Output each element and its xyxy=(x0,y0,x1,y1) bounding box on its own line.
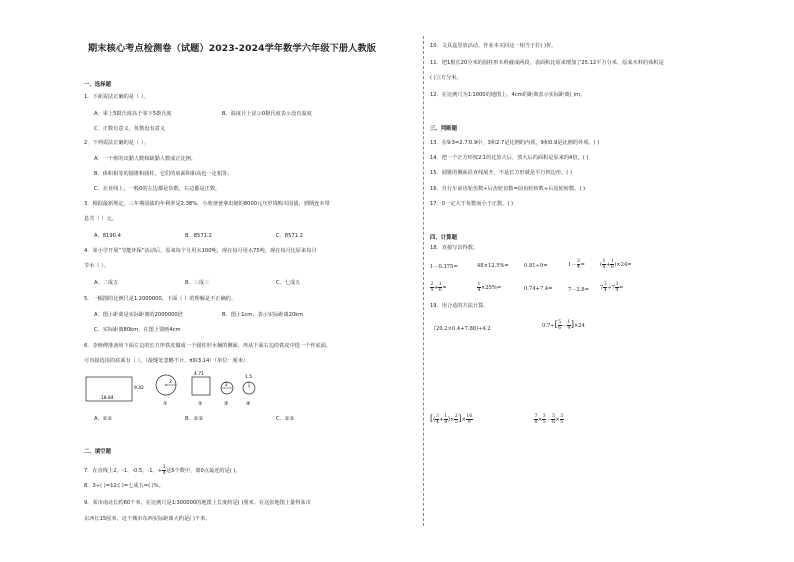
q2-option-a: A．一个班的出勤人数和缺勤人数成正比例。 xyxy=(94,156,197,162)
expr-2-minus: － xyxy=(561,323,567,329)
q4-option-a: A．二成五 xyxy=(94,280,119,286)
question-5: 5．一幅图的比例尺是1∶2000000，下面（ ）的理解是不正确的。 xyxy=(84,296,237,302)
calc-5-b-num: 1 xyxy=(610,259,614,264)
q1-option-a: A．零上5摄氏度高于零下5摄氏度 xyxy=(94,111,172,117)
section-choice-heading: 一、选择题 xyxy=(84,82,111,88)
q6-option-a: A．①② xyxy=(94,416,113,422)
expr-3-c-den: 5 xyxy=(454,420,458,425)
calc-4-den: 4 xyxy=(577,265,580,270)
calc-9: 0.74+7.4= xyxy=(524,286,553,292)
question-9-line-2: 东西长15厘米，这个城市东西实际距离大约是( )千米。 xyxy=(84,516,211,522)
question-16: 16．自行车前齿轮齿数÷后齿轮齿数=前齿轮转数÷后齿轮转数。( ) xyxy=(430,186,586,192)
calc-12 xyxy=(600,282,623,293)
expr-3-times-2: × xyxy=(461,417,466,423)
calc-6-plus: + xyxy=(433,285,439,291)
calc-5-open: ( xyxy=(600,262,603,268)
question-4-line-1: 4．某小学开展“节能环保”活动后，原来每个月用水100吨，现在每月用水75吨，现在每月比原来每月 xyxy=(84,248,317,254)
expr-3-b-den: 4 xyxy=(444,420,448,425)
calc-7 xyxy=(477,282,501,293)
calc-12-a-num: 3 xyxy=(603,282,607,287)
q6-option-b: B．①③ xyxy=(185,416,204,422)
question-10: 10．文具盒里放活动，作业本买回这一相当于打( )折。 xyxy=(430,43,557,49)
calc-12-a: 7 xyxy=(600,285,604,291)
expr-4 xyxy=(534,414,564,425)
calc-5-a-den: 4 xyxy=(602,265,606,270)
calc-7-num: 1 xyxy=(477,282,481,287)
expr-4-a-den: 8 xyxy=(534,420,538,425)
expr-2-a-den: 6 xyxy=(558,326,562,331)
q6-option-c: C．②③ xyxy=(276,416,295,422)
calc-5-b-den: 6 xyxy=(610,265,614,270)
q5-option-a: A．图上距离是实际距离的2000000倍 xyxy=(94,312,183,318)
calc-7-den: 4 xyxy=(477,288,481,293)
question-6-line-2: 可直接选用的底面有（ ）。（接缝处忽略不计，π取3.14）（单位：厘米） xyxy=(84,358,249,364)
expr-3-a-num: 3 xyxy=(435,414,439,419)
q2-option-b: B．体积相等的圆锥和圆柱，它们的底面积和高也一定相等。 xyxy=(94,171,233,177)
calc-12-a-den: 4 xyxy=(603,288,607,293)
calc-6-a-num: 2 xyxy=(430,282,434,287)
circle-4-label: 1.5 xyxy=(245,375,252,380)
question-3-line-2: 息共（ ）元。 xyxy=(84,216,117,222)
calc-10: 7－2.8= xyxy=(568,287,590,293)
calc-4 xyxy=(568,259,585,270)
expr-2-b-den: 4 xyxy=(567,326,571,331)
expr-3-close: ] xyxy=(458,414,462,423)
q7-suffix: 这5个数中，离0点最近的是( )。 xyxy=(166,468,241,474)
question-6-line-1: 6．李师傅准备用下面左边的长方形铁皮做成一个圆柱形水桶的侧面，再从下面右边的铁皮中选一个作底面。 xyxy=(84,343,332,349)
calc-7-eq: = xyxy=(496,285,502,291)
calc-4-num: 3 xyxy=(577,259,580,264)
q7-frac-den: 4 xyxy=(162,471,166,476)
question-19: 19．用合适的方法计算。 xyxy=(430,303,489,309)
q6-figure xyxy=(84,371,294,413)
circle-1-center xyxy=(165,384,167,386)
question-1: 1．下面说法正确的是（ ）。 xyxy=(84,94,149,100)
q7-prefix: 7．在直线上2、-1、-0.5、-1、+ xyxy=(84,468,163,474)
expr-2-lead: 0.7÷ xyxy=(542,323,555,329)
question-14: 14．把一个正方形按2∶1的比放大后，放大后的面积是原来的4倍。( ) xyxy=(430,155,589,161)
circle-1-radius-label: 3 xyxy=(169,380,172,385)
calc-6-a-den: 5 xyxy=(430,288,434,293)
expr-3-a-den: 4 xyxy=(435,420,439,425)
q3-option-c: C．8571.2 xyxy=(276,233,303,239)
expr-2-b-num: 1 xyxy=(567,320,571,325)
expr-2 xyxy=(542,320,585,331)
calc-2: 48×12.5%= xyxy=(477,263,509,269)
question-3-line-1: 3．根据最新规定，三年期国债的年利率是2.38%，小欣爸爸拿出她的8000元压岁钱购买国债，到期连本带 xyxy=(84,201,330,207)
question-12: 12．在比例尺为1∶1000的地图上，4cm的距离表示实际距离( )m。 xyxy=(430,92,586,98)
question-2: 2．下列说法正确的是（ ）。 xyxy=(84,140,149,146)
q4-option-c: C．七成五 xyxy=(276,280,301,286)
square-side-label: 4.71 xyxy=(194,372,204,377)
figure-label-4: ④ xyxy=(246,401,251,407)
calc-6-eq: = xyxy=(442,285,447,291)
calc-7-mid: ×25 xyxy=(480,285,492,291)
calc-4-eq: = xyxy=(580,262,585,268)
question-11-line-1: 11．把1根长20分米的圆柱形木料截成两段，表面积比原来增加了25.12平方分米，原来木料的体积是 xyxy=(430,60,664,66)
expr-3-d-den: 9 xyxy=(467,420,471,425)
expr-3-d-num: 16 xyxy=(466,414,473,419)
expr-2-a-num: 5 xyxy=(558,320,562,325)
q2-option-c: C．在直线上，一般0的左边都是负数，右边都是正数。 xyxy=(94,186,221,192)
question-4-line-2: 节水（ ）。 xyxy=(84,263,109,269)
expr-3-plus: + xyxy=(439,417,444,423)
calc-12-b-num: 3 xyxy=(615,282,619,287)
column-divider xyxy=(423,36,424,526)
q1-option-b: B．温度计上显示0摄氏度表示没有温度 xyxy=(222,111,312,117)
expr-4-d-num: 3 xyxy=(560,414,564,419)
calc-12-b-den: 4 xyxy=(615,288,619,293)
calc-1: 1－0.375= xyxy=(430,264,458,270)
expr-4-frac-d xyxy=(560,414,564,425)
expr-2-open: [ xyxy=(554,320,558,329)
calc-7-pct: % xyxy=(491,285,497,291)
question-9-line-1: 9．某市南北长约60千米，在比例尺是1∶300000的地图上长度约是( )厘米。在这张地图上量得某市 xyxy=(84,500,311,506)
expr-2-tail: ×24 xyxy=(573,323,585,329)
q4-option-b: B．三成三 xyxy=(185,280,210,286)
q7-frac-num: 1 xyxy=(162,465,166,470)
expr-2-close: ] xyxy=(570,320,574,329)
expr-3: [( $\frac{3}{4}$ + $\frac{1}{4}$ )× $\frac{2}{5}$ ]× $\frac{16}{9}$ xyxy=(430,414,473,425)
expr-4-times-1: × xyxy=(537,417,543,423)
expr-4-b-den: 5 xyxy=(542,420,546,425)
q3-option-a: A．8190.4 xyxy=(94,233,121,239)
figure-label-1: ① xyxy=(163,401,168,407)
question-18: 18．直接写出得数。 xyxy=(430,245,479,251)
question-13: 13．在9∶3=2.7∶0.9中，3和2.7是比例的内项，9和0.9是比例的外项。( ) xyxy=(430,140,600,146)
calc-12-eq: = xyxy=(618,285,624,291)
calc-5: ( $\frac{1}{4}$ + $\frac{1}{6}$ )×24= xyxy=(600,259,632,270)
expr-3-b-num: 1 xyxy=(444,414,448,419)
figure-label-3: ③ xyxy=(224,401,229,407)
expr-3-c-num: 2 xyxy=(454,414,458,419)
expr-3-times: × xyxy=(450,417,455,423)
expr-4-a-num: 7 xyxy=(534,414,538,419)
figure-label-2: ② xyxy=(198,401,203,407)
circle-3-label: 2 xyxy=(225,383,228,388)
calc-5-plus: + xyxy=(605,262,611,268)
calc-3: 0.81÷9= xyxy=(524,263,548,269)
question-11-line-2: ( )立方分米。 xyxy=(430,75,462,81)
section-calc-heading: 四、计算题 xyxy=(430,235,457,241)
section-judge-heading: 三、判断题 xyxy=(430,126,457,132)
calc-12-mid: ÷7 xyxy=(607,285,615,291)
q5-option-c: C．实际距离80km，在图上要画4cm xyxy=(94,327,181,333)
expr-4-times-2: × xyxy=(555,417,560,423)
calc-6-b-den: 6 xyxy=(438,288,442,293)
expr-4-c-num: 3 xyxy=(551,414,555,419)
expr-4-minus: － xyxy=(546,417,552,423)
section-fill-heading: 二、填空题 xyxy=(84,449,111,455)
page-title: 期末核心考点检测卷（试题）2023-2024学年数学六年级下册人教版 xyxy=(88,43,377,54)
rect-width-label: 18.84 xyxy=(101,396,114,401)
expr-3-frac-d xyxy=(466,414,473,425)
expr-1: (20.2×0.4+7.88)÷4.2 xyxy=(434,326,491,332)
rect-height-label: 9.42 xyxy=(134,386,144,391)
calc-5-tail: ×24= xyxy=(616,262,632,268)
question-17: 17．0一定大于负数而小于正数。( ) xyxy=(430,201,514,207)
calc-5-a-num: 1 xyxy=(602,259,606,264)
expr-4-c-den: 8 xyxy=(551,420,555,425)
q5-option-b: B．图上1cm，表示实际距离20km xyxy=(222,312,304,318)
question-8: 8．3÷( )=12∶( )=七成五=( )%。 xyxy=(84,483,164,489)
expr-3-open: [ xyxy=(430,414,434,423)
calc-6 xyxy=(430,282,447,293)
question-15: 15．圆锥的侧面沿直线展开，不是长方形就是平行四边形。( ) xyxy=(430,170,572,176)
q3-option-b: B．8571.2 xyxy=(185,233,212,239)
q1-option-c: C．正数有意义，负数没有意义 xyxy=(94,126,166,132)
square-sheet xyxy=(192,377,210,395)
question-7 xyxy=(84,465,241,476)
expr-4-d-den: 5 xyxy=(560,420,564,425)
calc-6-b-num: 1 xyxy=(438,282,442,287)
calc-4-lead: 1－ xyxy=(568,262,577,268)
expr-4-b-num: 3 xyxy=(542,414,546,419)
